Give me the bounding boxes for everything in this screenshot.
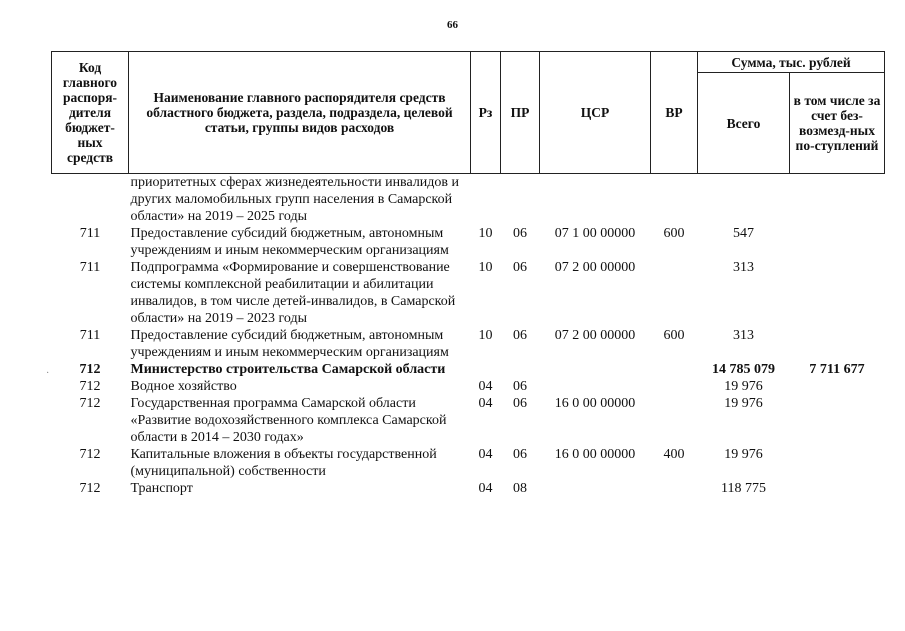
- cell-vr: [651, 480, 698, 497]
- cell-csr: [540, 361, 651, 378]
- cell-pr: 06: [513, 447, 527, 462]
- cell-gratuitous: [790, 327, 885, 361]
- cell-rz: 04: [478, 379, 493, 394]
- cell-csr: 16 0 00 00000: [554, 447, 636, 462]
- cell-rz: 10: [478, 226, 493, 241]
- cell-vr: 600: [663, 328, 685, 343]
- header-name: Наименование главного распорядителя средств областного бюджета, раздела, подраздела, целевой статьи, группы видов расходов: [129, 52, 471, 174]
- header-gratuitous: в том числе за счет без-возмезд-ных по-ступлений: [790, 73, 885, 174]
- table-row: [52, 327, 885, 361]
- cell-csr: [540, 480, 651, 497]
- cell-vr: [651, 174, 698, 226]
- cell-csr: 07 1 00 00000: [554, 226, 636, 241]
- cell-code: [52, 174, 129, 226]
- cell-total: 14 785 079: [712, 362, 775, 377]
- cell-rz: 10: [478, 260, 493, 275]
- cell-code: 712: [79, 379, 101, 394]
- table-row: [52, 378, 885, 395]
- table-row: [52, 174, 885, 226]
- cell-name: Предоставление субсидий бюджетным, автономным учреждениям и иным некоммерческим организациям: [130, 328, 449, 360]
- header-sum: Сумма, тыс. рублей: [698, 52, 885, 73]
- header-vr: ВР: [651, 52, 698, 174]
- cell-name: Водное хозяйство: [130, 379, 237, 394]
- header-total: Всего: [698, 73, 790, 174]
- table-row: [52, 480, 885, 497]
- cell-name: Транспорт: [130, 481, 193, 496]
- cell-code: 712: [79, 362, 101, 377]
- cell-code: 712: [79, 447, 101, 462]
- cell-name: Государственная программа Самарской области «Развитие водохозяйственного комплекса Самарской области в 2014 – 2030 годах»: [130, 396, 447, 445]
- table-row: [52, 361, 885, 378]
- cell-code: 712: [79, 481, 101, 496]
- cell-total: 118 775: [721, 481, 766, 496]
- scan-mark: ·: [46, 368, 50, 379]
- cell-rz: 04: [478, 396, 493, 411]
- cell-gratuitous: [790, 225, 885, 259]
- page-number: 66: [447, 19, 458, 31]
- cell-code: 712: [79, 396, 101, 411]
- cell-pr: 06: [513, 328, 527, 343]
- cell-total: 313: [733, 260, 754, 275]
- cell-pr: 08: [513, 481, 527, 496]
- cell-total: 19 976: [724, 396, 763, 411]
- table-row: [52, 446, 885, 480]
- header-code: Код главного распоря-дителя бюджет-ных средств: [52, 52, 129, 174]
- header-csr: ЦСР: [540, 52, 651, 174]
- cell-total: 313: [733, 328, 754, 343]
- cell-pr: 06: [513, 226, 527, 241]
- cell-pr: 06: [513, 379, 527, 394]
- cell-code: 711: [79, 226, 101, 241]
- table-row: [52, 259, 885, 327]
- cell-total: 19 976: [724, 379, 763, 394]
- budget-table: [51, 51, 885, 497]
- cell-name: приоритетных сферах жизнедеятельности инвалидов и других маломобильных групп населения в Самарской области» на 2019 – 2025 годы: [130, 175, 460, 224]
- cell-gratuitous: [790, 378, 885, 395]
- cell-gratuitous: [790, 395, 885, 446]
- header-rz: Рз: [471, 52, 501, 174]
- table-row: [52, 395, 885, 446]
- cell-vr: [651, 378, 698, 395]
- cell-code: 711: [79, 260, 101, 275]
- header-pr: ПР: [501, 52, 540, 174]
- cell-name: Предоставление субсидий бюджетным, автономным учреждениям и иным некоммерческим организациям: [130, 226, 449, 258]
- cell-name: Подпрограмма «Формирование и совершенствование системы комплексной реабилитации и абилитации инвалидов, в том числе детей-инвалидов, в Самарской области» на 2019 – 2023 годы: [130, 260, 456, 326]
- cell-rz: [471, 361, 501, 378]
- cell-rz: [471, 174, 501, 226]
- cell-csr: 07 2 00 00000: [554, 260, 636, 275]
- cell-vr: 400: [663, 447, 685, 462]
- cell-gratuitous: [790, 174, 885, 226]
- cell-vr: [651, 259, 698, 327]
- table-row: [52, 225, 885, 259]
- cell-csr: [540, 378, 651, 395]
- cell-rz: 04: [478, 447, 493, 462]
- cell-gratuitous: [790, 446, 885, 480]
- cell-vr: [651, 361, 698, 378]
- cell-gratuitous: 7 711 677: [809, 362, 865, 377]
- cell-code: 711: [79, 328, 101, 343]
- table-body: [52, 174, 885, 498]
- cell-vr: [651, 395, 698, 446]
- cell-pr: 06: [513, 396, 527, 411]
- cell-total: 547: [733, 226, 754, 241]
- cell-name: Капитальные вложения в объекты государственной (муниципальной) собственности: [130, 447, 437, 479]
- cell-total: 19 976: [724, 447, 763, 462]
- cell-total: [698, 174, 790, 226]
- cell-gratuitous: [790, 259, 885, 327]
- cell-pr: [501, 174, 540, 226]
- cell-gratuitous: [790, 480, 885, 497]
- cell-pr: 06: [513, 260, 527, 275]
- cell-csr: 16 0 00 00000: [554, 396, 636, 411]
- cell-pr: [501, 361, 540, 378]
- cell-csr: 07 2 00 00000: [554, 328, 636, 343]
- cell-rz: 10: [478, 328, 493, 343]
- cell-rz: 04: [478, 481, 493, 496]
- cell-csr: [540, 174, 651, 226]
- cell-name: Министерство строительства Самарской области: [130, 362, 446, 377]
- cell-vr: 600: [663, 226, 685, 241]
